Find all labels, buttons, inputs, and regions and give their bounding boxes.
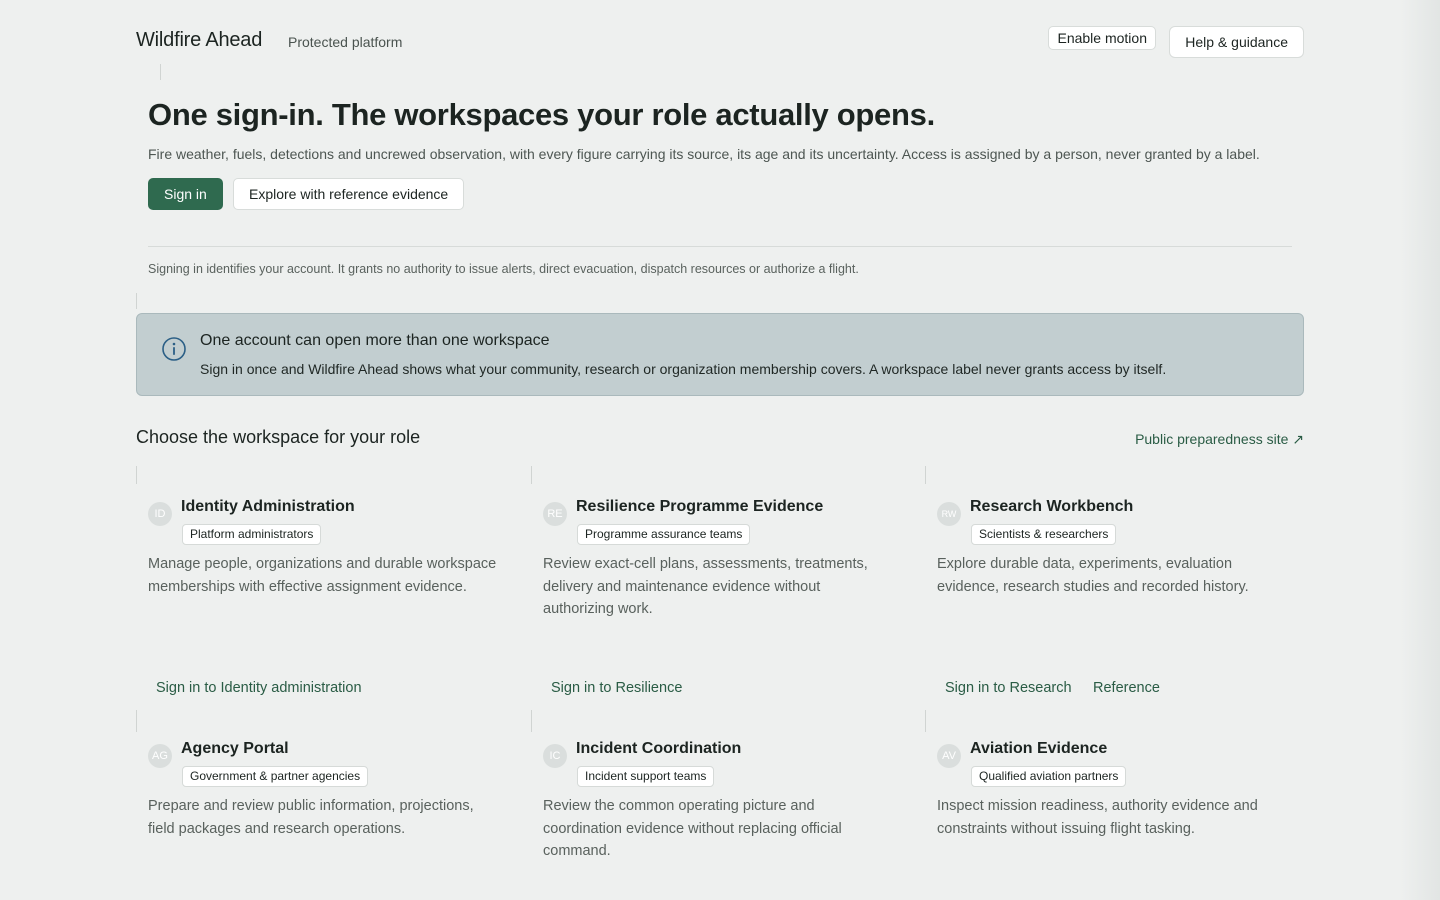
sign-in-disclaimer: Signing in identifies your account. It grants no authority to issue alerts, direct evacuation, dispatch resources or authorize a flight. xyxy=(148,262,859,276)
hero-section xyxy=(148,96,1292,210)
workspace-avatar: RE xyxy=(543,502,567,526)
workspace-avatar: RW xyxy=(937,502,961,526)
audience-badge: Platform administrators xyxy=(182,524,321,545)
info-body: Sign in once and Wildfire Ahead shows what your community, research or organization membership covers. A workspace label never grants access by itself. xyxy=(200,361,1167,377)
workspace-name: Aviation Evidence xyxy=(970,740,1108,757)
audience-badge: Programme assurance teams xyxy=(577,524,750,545)
page-title: One sign-in. The workspaces your role actually opens. xyxy=(148,97,935,132)
hero-actions xyxy=(148,178,1292,210)
workspace-avatar: ID xyxy=(148,502,172,526)
workspace-avatar: AV xyxy=(937,744,961,768)
sign-in-research-link[interactable]: Sign in to Research xyxy=(945,680,1072,696)
workspace-description: Manage people, organizations and durable workspace memberships with effective assignment evidence. xyxy=(148,556,497,595)
explore-reference-button[interactable]: Explore with reference evidence xyxy=(233,178,464,210)
card-divider-tick xyxy=(136,466,137,484)
workspace-name: Incident Coordination xyxy=(576,740,742,757)
card-divider-tick xyxy=(531,710,532,732)
audience-badge: Incident support teams xyxy=(577,766,714,787)
workspace-description: Explore durable data, experiments, evaluation evidence, research studies and recorded history. xyxy=(937,556,1249,595)
audience-badge: Scientists & researchers xyxy=(971,524,1116,545)
workspace-description: Inspect mission readiness, authority evidence and constraints without issuing flight tasking. xyxy=(937,798,1258,837)
top-header xyxy=(136,24,1304,60)
divider-tick xyxy=(136,293,137,309)
help-guidance-button[interactable]: Help & guidance xyxy=(1169,26,1304,58)
enable-motion-button[interactable]: Enable motion xyxy=(1048,26,1156,50)
info-title: One account can open more than one workspace xyxy=(200,332,550,349)
card-divider-tick xyxy=(925,710,926,732)
research-reference-link[interactable]: Reference xyxy=(1093,680,1160,696)
sign-in-identity-link[interactable]: Sign in to Identity administration xyxy=(156,680,362,696)
workspace-avatar: IC xyxy=(543,744,567,768)
card-divider-tick xyxy=(925,466,926,484)
card-divider-tick xyxy=(136,710,137,732)
hero-divider xyxy=(148,246,1292,247)
workspace-description: Prepare and review public information, projections, field packages and research operations. xyxy=(148,798,474,837)
workspace-section-title: Choose the workspace for your role xyxy=(136,427,421,447)
divider-tick xyxy=(160,64,161,80)
card-divider-tick xyxy=(531,466,532,484)
info-banner xyxy=(136,313,1304,396)
audience-badge: Qualified aviation partners xyxy=(971,766,1126,787)
brand-name[interactable]: Wildfire Ahead xyxy=(136,29,263,51)
page-edge-shade xyxy=(1400,0,1440,900)
audience-badge: Government & partner agencies xyxy=(182,766,368,787)
workspace-name: Identity Administration xyxy=(181,498,355,515)
workspace-description: Review exact-cell plans, assessments, treatments, delivery and maintenance evidence without authorizing work. xyxy=(543,556,868,617)
public-preparedness-link[interactable]: Public preparedness site ↗ xyxy=(1135,431,1304,447)
sign-in-button[interactable]: Sign in xyxy=(148,178,223,210)
workspace-name: Resilience Programme Evidence xyxy=(576,498,824,515)
workspace-name: Research Workbench xyxy=(970,498,1134,515)
info-circle-icon xyxy=(161,336,187,362)
workspace-avatar: AG xyxy=(148,744,172,768)
hero-description: Fire weather, fuels, detections and uncrewed observation, with every figure carrying its source, its age and its uncertainty. Access is assigned by a person, never granted by a label. xyxy=(148,146,1260,162)
workspace-name: Agency Portal xyxy=(181,740,289,757)
workspace-description: Review the common operating picture and coordination evidence without replacing official command. xyxy=(543,798,842,859)
brand-subtitle: Protected platform xyxy=(288,34,403,50)
sign-in-resilience-link[interactable]: Sign in to Resilience xyxy=(551,680,683,696)
